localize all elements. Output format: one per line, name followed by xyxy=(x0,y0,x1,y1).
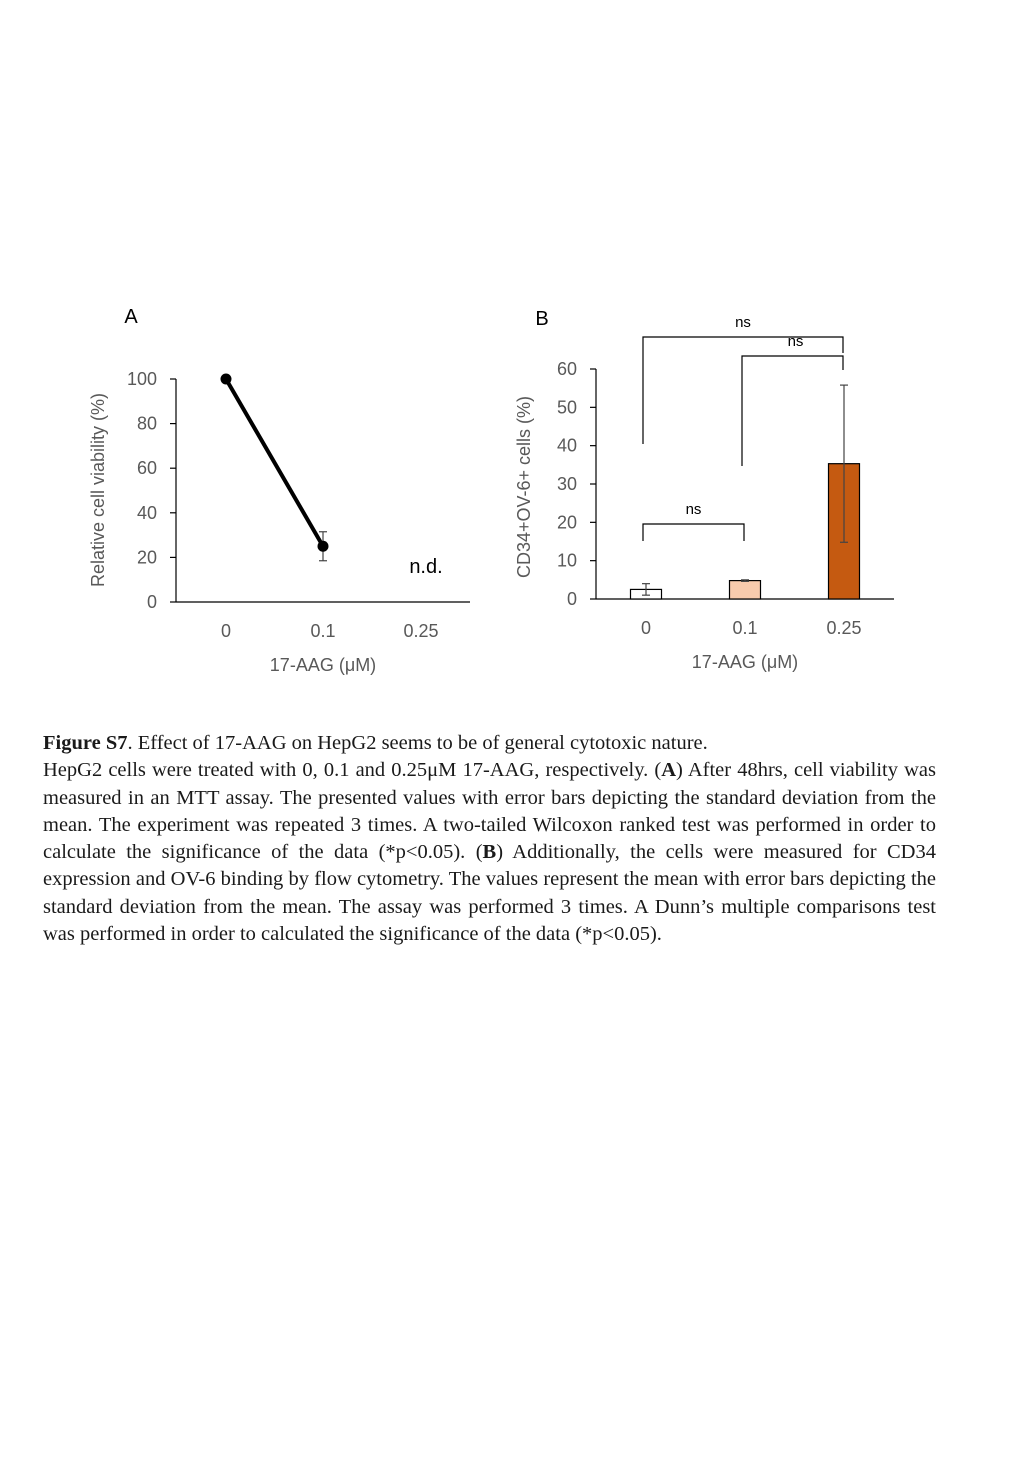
panel-b-significance-label: ns xyxy=(685,501,702,518)
caption-text-3: ) Additionally, the cells were measured for CD34 expression and OV-6 binding by flow cytometry. The values represent the mean with error bars depicting the standard deviation from the mean. The assay was performed 3 times. A Dunn’s multiple comparisons test was performed in order to calculated the significance of the data (*p<0.05). xyxy=(43,841,936,946)
caption-body xyxy=(43,757,936,948)
panel-b-y-tick-label: 40 xyxy=(556,435,577,456)
panel-a-x-tick-label: 0.25 xyxy=(403,621,439,641)
panel-b-y-tick-label: 50 xyxy=(556,397,577,418)
panel-a-chart xyxy=(88,306,470,675)
panel-a-label: A xyxy=(124,306,138,328)
panel-a-x-tick-label: 0.1 xyxy=(310,621,336,641)
panel-a-x-tick-label: 0 xyxy=(220,621,232,641)
panel-a-y-tick-label: 100 xyxy=(126,369,157,389)
panel-a-y-tick-label: 20 xyxy=(136,547,157,568)
panel-b-x-axis-label: 17-AAG (μM) xyxy=(691,652,799,672)
panel-a-data-point xyxy=(318,541,329,552)
panel-b-y-tick-label: 20 xyxy=(556,512,577,533)
panel-b-label: B xyxy=(535,308,549,330)
panel-b-x-tick-label: 0 xyxy=(640,618,652,638)
panel-b-significance-bracket xyxy=(643,524,744,541)
panel-a-x-axis-label: 17-AAG (μM) xyxy=(269,655,377,675)
panel-b-significance-label: ns xyxy=(735,314,751,331)
panel-a-y-tick-label: 60 xyxy=(136,458,157,479)
panel-b-y-tick-label: 10 xyxy=(556,550,577,571)
panel-a-y-tick-label: 0 xyxy=(146,592,157,612)
panel-b-x-tick-label: 0.25 xyxy=(826,618,862,638)
caption-label-a: A xyxy=(661,759,677,782)
panel-b-bar xyxy=(730,581,761,599)
panel-a-y-axis-label: Relative cell viability (%) xyxy=(88,392,108,588)
panel-a-y-tick-label: 80 xyxy=(136,413,157,434)
figure-caption xyxy=(43,730,936,948)
panel-b-y-axis-label: CD34+OV-6+ cells (%) xyxy=(514,395,534,579)
panel-a-y-tick-label: 40 xyxy=(136,502,157,523)
caption-label-b: B xyxy=(482,841,497,864)
panel-b-significance-bracket xyxy=(742,356,843,466)
caption-text-2: ) After 48hrs, cell viability was measured in an MTT assay. The presented values with error bars depicting the standard deviation from the mean. The experiment was repeated 3 times. A two-tailed Wilcoxon ranked test was performed in order to calculate the significance of the data (*p<0.05). ( xyxy=(43,759,936,864)
caption-title-line xyxy=(43,730,936,757)
panel-b-y-tick-label: 30 xyxy=(556,474,577,494)
panel-a-nd-annotation: n.d. xyxy=(409,556,443,578)
panel-b-y-tick-label: 0 xyxy=(566,589,577,609)
panel-b-x-tick-label: 0.1 xyxy=(732,618,758,638)
caption-figure-label: Figure S7 xyxy=(43,732,128,754)
panel-b-y-tick-label: 60 xyxy=(556,359,577,379)
panel-a-series-line xyxy=(226,379,323,546)
caption-title: . Effect of 17-AAG on HepG2 seems to be of general cytotoxic nature. xyxy=(127,732,708,754)
figure-charts xyxy=(0,0,1024,700)
panel-a-data-point xyxy=(221,374,232,385)
panel-b-significance-bracket xyxy=(643,337,843,444)
caption-text-1: HepG2 cells were treated with 0, 0.1 and 0.25μM 17-AAG, respectively. ( xyxy=(43,759,662,782)
panel-b-significance-label: ns xyxy=(787,333,804,350)
panel-b-chart xyxy=(514,308,894,672)
